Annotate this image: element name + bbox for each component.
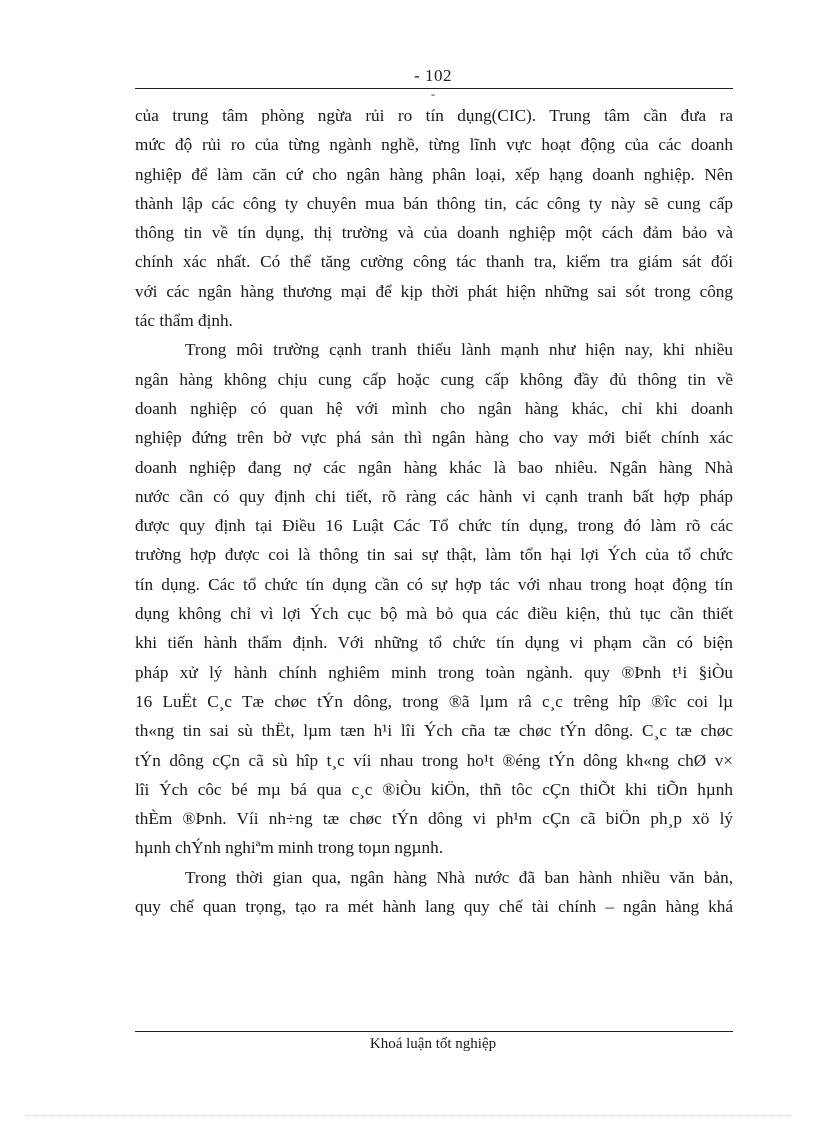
text-line: thông tin về tín dụng, thị trường và của doanh nghiệp một cách đảm bảo và	[135, 223, 733, 243]
paragraph-1	[135, 101, 733, 335]
text-line: của trung tâm phòng ngừa rủi ro tín dụng(CIC). Trung tâm cần đưa ra	[135, 106, 733, 125]
text-line: được quy định tại Điều 16 Luật Các Tổ chức tín dụng, trong đó làm rõ các	[135, 516, 733, 536]
text-line: chính xác nhất. Có thể tăng cường công tác thanh tra, kiểm tra giám sát đối	[135, 252, 733, 272]
text-line: 16 LuËt C¸c Tæ chøc tÝn dông, trong ®ã lµm râ c¸c trêng hîp ®îc coi lµ	[135, 691, 733, 711]
text-line: lîi Ých côc bé mµ bá qua c¸c ®iÒu kiÖn, thñ tôc cÇn thiÕt khi tiÕn hµnh	[135, 779, 733, 799]
text-line: với các ngân hàng thương mại để kịp thời phát hiện những sai sót trong công	[135, 281, 733, 301]
text-line: hµnh chÝnh nghiªm minh trong toµn ngµnh.	[135, 838, 444, 858]
page-number-dash: -	[431, 87, 435, 101]
body-text	[135, 101, 733, 921]
page-bottom-divider	[25, 1115, 791, 1116]
text-line: nghiệp đứng trên bờ vực phá sản thì ngân hàng cho vay mới biết chính xác	[135, 428, 733, 448]
text-line: nước cần có quy định chi tiết, rõ ràng các hành vi cạnh tranh bất hợp pháp	[135, 486, 733, 506]
text-line: dụng không chỉ vì lợi Ých cục bộ mà bỏ qua các điều kiện, thủ tục cần thiết	[135, 604, 733, 624]
text-line: tín dụng. Các tổ chức tín dụng cần có sự hợp tác với nhau trong hoạt động tín	[135, 574, 733, 594]
text-line: doanh nghiệp có quan hệ với mình cho ngân hàng khác, chỉ khi doanh	[135, 398, 733, 418]
text-line: doanh nghiệp đang nợ các ngân hàng khác là bao nhiêu. Ngân hàng Nhà	[135, 457, 733, 477]
text-line: tÝn dông cÇn cã sù hîp t¸c víi nhau trong ho¹t ®éng tÝn dông kh«ng chØ v×	[135, 750, 733, 770]
text-line: ngân hàng không chịu cung cấp hoặc cung cấp không đầy đủ thông tin về	[135, 369, 733, 389]
text-line: quy chế quan trọng, tạo ra mét hành lang quy chế tài chính – ngân hàng khá	[135, 897, 733, 917]
paragraph-3	[135, 863, 733, 922]
text-line: Trong môi trường cạnh tranh thiếu lành mạnh như hiện nay, khi nhiều	[185, 340, 733, 360]
text-line: pháp xử lý hành chính nghiêm minh trong toàn ngành. quy ®Þnh t¹i §iÒu	[135, 662, 733, 682]
text-line: Trong thời gian qua, ngân hàng Nhà nước đã ban hành nhiều văn bản,	[185, 867, 733, 887]
footer-text: Khoá luận tốt nghiệp	[369, 1036, 497, 1052]
footer-rule	[135, 1031, 733, 1032]
text-line: thành lập các công ty chuyên mua bán thông tin, các công ty này sẽ cung cấp	[135, 193, 733, 213]
text-line: th«ng tin sai sù thËt, lµm tæn h¹i lîi Ých cña tæ chøc tÝn dông. C¸c tæ chøc	[135, 721, 733, 741]
text-line: khi tiến hành thẩm định. Với những tổ chức tín dụng vi phạm cần có biện	[135, 633, 733, 653]
text-line: mức độ rủi ro của từng ngành nghề, từng lĩnh vực hoạt động của các doanh	[135, 135, 733, 155]
text-line: tác thẩm định.	[135, 311, 233, 331]
page-number: - 102	[414, 66, 452, 85]
text-line: thÈm ®Þnh. Víi nh÷ng tæ chøc tÝn dông vi ph¹m cÇn cã biÖn ph¸p xö lý	[135, 809, 733, 829]
paragraph-2	[135, 335, 733, 862]
text-line: trường hợp được coi là thông tin sai sự thật, làm tổn hại lợi Ých của tổ chức	[135, 545, 733, 565]
text-line: nghiệp để làm căn cứ cho ngân hàng phân loại, xếp hạng doanh nghiệp. Nên	[135, 164, 733, 184]
